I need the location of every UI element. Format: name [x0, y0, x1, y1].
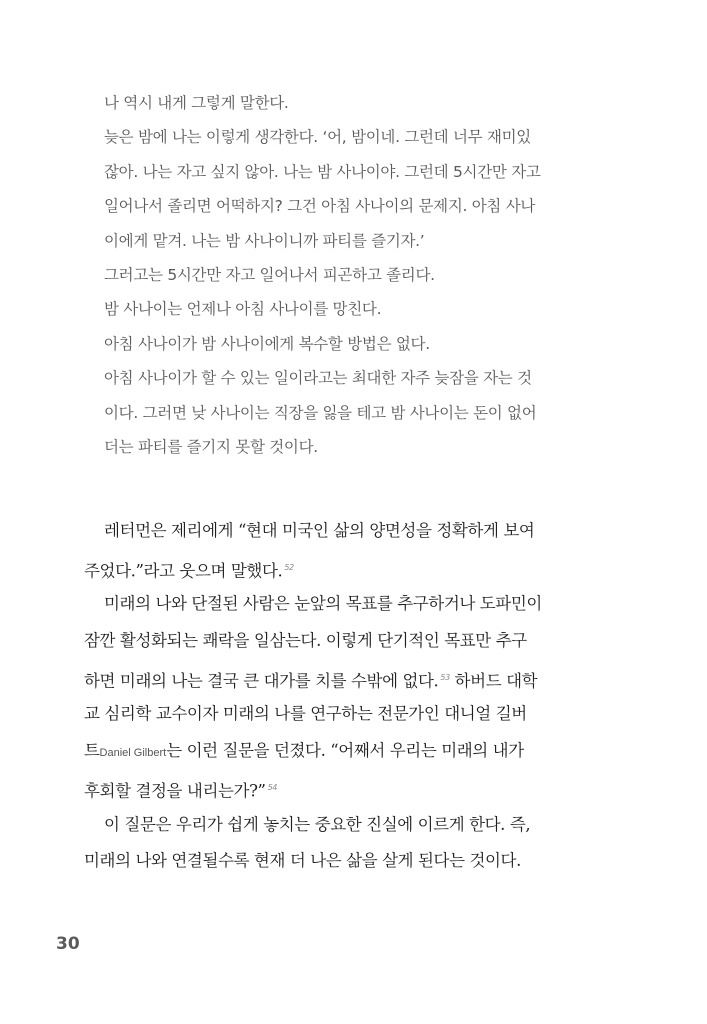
body-text-span: 는 이런 질문을 던졌다. “어째서 우리는 미래의 내가	[166, 741, 524, 761]
quote-line: 밤 사나이는 언제나 아침 사나이를 망친다.	[104, 300, 382, 319]
quote-line: 나 역시 내게 그렇게 말한다.	[104, 94, 289, 112]
body-text-span: 주었다.”라고 웃으며 말했다.	[84, 561, 283, 581]
quote-line: 더는 파티를 즐기지 못할 것이다.	[104, 437, 318, 456]
quote-line: 이에게 맡겨. 나는 밤 사나이니까 파티를 즐기자.’	[104, 231, 425, 250]
body-text-span: 후회할 결정을 내리는가?”	[84, 781, 266, 801]
footnote-ref: 53	[440, 672, 450, 682]
quote-line: 아침 사나이가 밤 사나이에게 복수할 방법은 없다.	[104, 334, 430, 353]
body-line: 이 질문은 우리가 쉽게 놓치는 중요한 진실에 이르게 한다. 즉,	[104, 814, 531, 834]
body-text-span: 하면 미래의 나는 결국 큰 대가를 치를 수밖에 없다.	[84, 671, 439, 691]
footnote-ref: 52	[284, 562, 294, 572]
footnote-ref: 54	[267, 782, 277, 792]
body-line: 미래의 나와 연결될수록 현재 더 나은 삶을 살게 된다는 것이다.	[84, 851, 521, 871]
quote-line: 이다. 그러면 낮 사나이는 직장을 잃을 테고 밤 사나이는 돈이 없어	[104, 403, 537, 422]
body-line: 레터먼은 제리에게 “현대 미국인 삶의 양면성을 정확하게 보여	[104, 521, 535, 540]
quote-line: 늦은 밤에 나는 이렇게 생각한다. ‘어, 밤이네. 그런데 너무 재미있	[104, 128, 531, 147]
body-line: 잠깐 활성화되는 쾌락을 일삼는다. 이렇게 단기적인 목표만 추구	[84, 631, 527, 651]
body-text-span: 트	[84, 741, 100, 761]
body-line	[84, 733, 584, 770]
body-line	[84, 770, 584, 807]
original-name: Daniel Gilbert	[99, 747, 167, 760]
body-line: 미래의 나와 단절된 사람은 눈앞의 목표를 추구하거나 도파민이	[104, 594, 542, 614]
quote-line: 그러고는 5시간만 자고 일어나서 피곤하고 졸리다.	[104, 265, 435, 284]
quote-line: 잖아. 나는 자고 싶지 않아. 나는 밤 사나이야. 그런데 5시간만 자고	[104, 162, 541, 181]
quote-line: 아침 사나이가 할 수 있는 일이라고는 최대한 자주 늦잠을 자는 것	[104, 369, 532, 388]
body-text-span: 하버드 대학	[449, 671, 538, 691]
body-line	[84, 660, 584, 697]
body-text	[84, 513, 584, 880]
quote-line: 일어나서 졸리면 어떡하지? 그건 아침 사나이의 문제지. 아침 사나	[104, 197, 536, 216]
quoted-passage	[104, 86, 584, 464]
page-number: 30	[56, 934, 80, 954]
body-line: 교 심리학 교수이자 미래의 나를 연구하는 전문가인 대니얼 길버	[84, 704, 527, 724]
body-line	[84, 550, 584, 587]
